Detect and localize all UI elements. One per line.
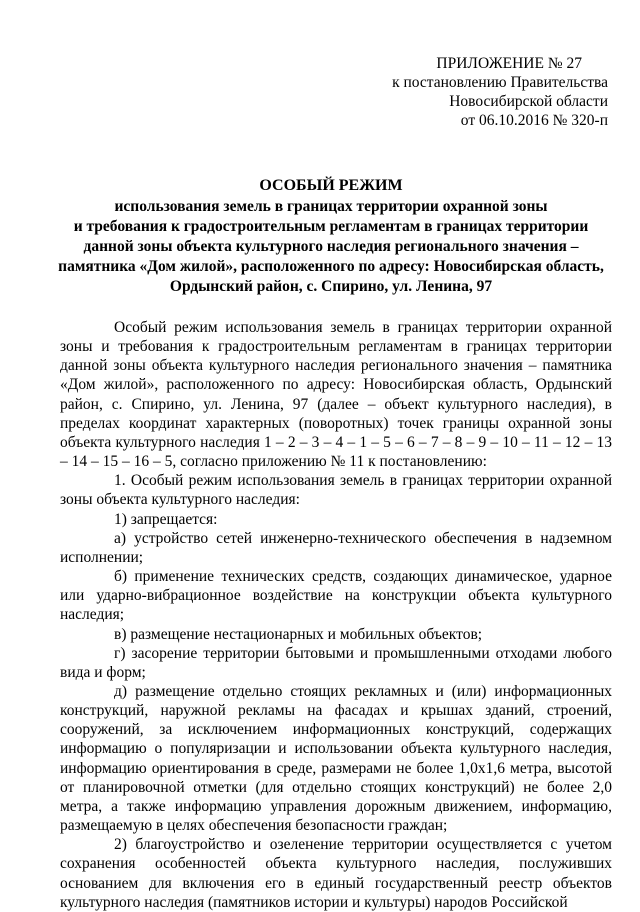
- title-line: Ордынский район, с. Спирино, ул. Ленина, 97: [169, 278, 493, 295]
- title-line: памятника «Дом жилой», расположенного по адресу: Новосибирская область,: [58, 258, 604, 275]
- appendix-number: ПРИЛОЖЕНИЕ № 27: [436, 55, 582, 72]
- subitem-a-paragraph: а) устройство сетей инженерно-технического обеспечения в надземном исполнении;: [60, 529, 612, 566]
- title-heading: ОСОБЫЙ РЕЖИМ: [259, 177, 403, 194]
- appendix-date-line: от 06.10.2016 № 320-п: [460, 112, 608, 129]
- title-line: использования земель в границах территории охранной зоны: [114, 198, 548, 215]
- section-1-paragraph: 1. Особый режим использования земель в границах территории охранной зоны объекта культурного наследия:: [60, 472, 612, 509]
- appendix-resolution-line: к постановлению Правительства: [392, 74, 608, 91]
- subitem-v-paragraph: в) размещение нестационарных и мобильных объектов;: [114, 625, 483, 643]
- appendix-header: [300, 54, 608, 130]
- document-title: [52, 176, 610, 297]
- intro-paragraph: Особый режим использования земель в границах территории охранной зоны и требования к градостроительным регламентам в границах территории данной зоны объекта культурного наследия регионального значения – памятника «Дом жилой», расположенного по адресу: Новосибирская область, Ордынский район, с. Спирино, ул. Ленина, 97 (далее – объект культурного наследия), в пределах координат характерных (поворотных) точек границы охранной зоны объекта культурного наследия 1 – 2 – 3 – 4 – 1 – 5 – 6 – 7 – 8 – 9 – 10 – 11 – 12 – 13 – 14 – 15 – 16 – 5, согласно приложению № 11 к постановлению:: [60, 319, 612, 471]
- item-2-paragraph: 2) благоустройство и озеленение территории осуществляется с учетом сохранения особенностей объекта культурного наследия, послуживших основанием для включения его в единый государственный реестр объектов культурного наследия (памятников истории и культуры) народов Российской: [60, 836, 612, 911]
- title-line: данной зоны объекта культурного наследия регионального значения –: [83, 238, 579, 255]
- subitem-g-paragraph: г) засорение территории бытовыми и промышленными отходами любого вида и форм;: [60, 644, 612, 681]
- appendix-region-line: Новосибирской области: [449, 93, 608, 110]
- subitem-d-paragraph: д) размещение отдельно стоящих рекламных и (или) информационных конструкций, наружной рекламы на фасадах и крышах зданий, строений, сооружений, за исключением информационных конструкций, содержащих информацию о популяризации и использовании объекта культурного наследия, информацию ориентирования в среде, размерами не более 1,0х1,6 метра, высотой от планировочной отметки (для отдельно стоящих конструкций) не более 2,0 метра, а также информацию управления дорожным движением, информацию, размещаемую в целях обеспечения безопасности граждан;: [60, 682, 612, 835]
- title-line: и требования к градостроительным регламентам в границах территории: [73, 218, 589, 235]
- item-1-paragraph: 1) запрещается:: [114, 510, 218, 528]
- document-body: [60, 318, 612, 912]
- subitem-b-paragraph: б) применение технических средств, создающих динамическое, ударное или ударно-вибрационное воздействие на конструкции объекта культурного наследия;: [60, 568, 612, 624]
